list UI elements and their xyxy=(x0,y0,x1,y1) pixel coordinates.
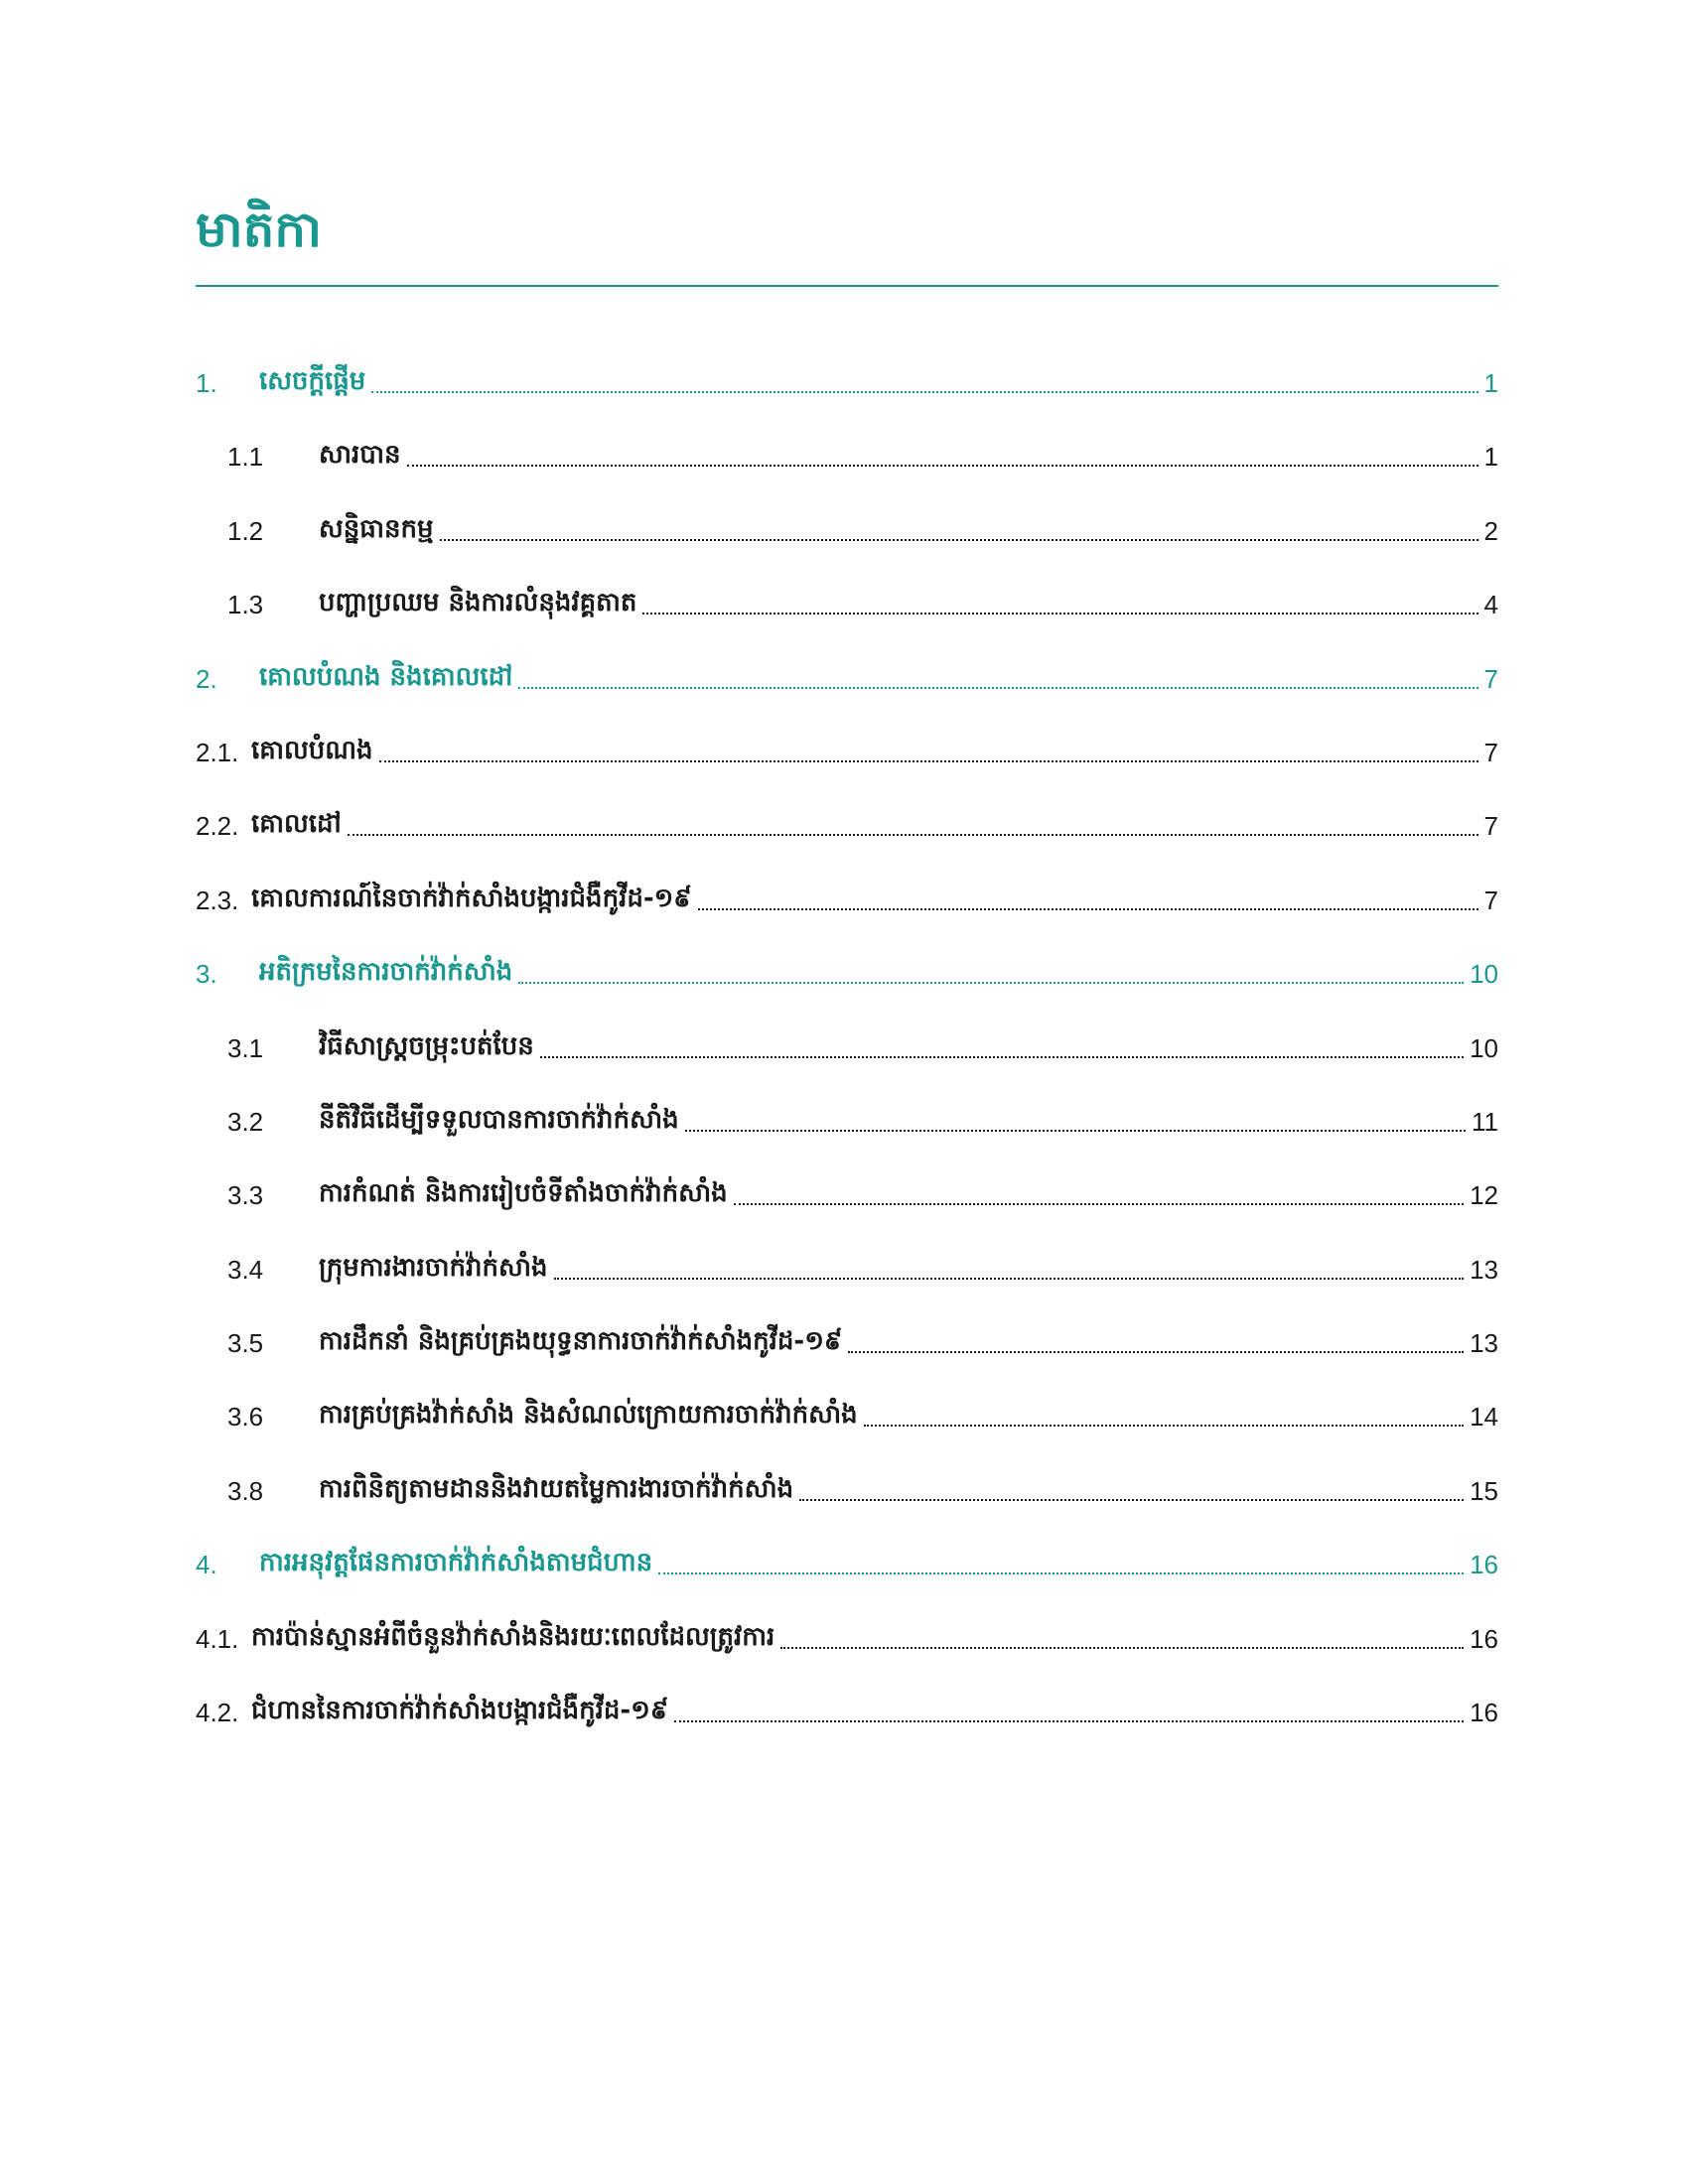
toc-entry-title[interactable]: ការគ្រប់គ្រងវ៉ាក់សាំង និងសំណល់ក្រោយការចាក់វ៉ាក់សាំង xyxy=(319,1400,858,1431)
toc-entry-number: 3.6 xyxy=(227,1402,264,1433)
toc-entry[interactable] xyxy=(196,659,1498,733)
toc-entry-page-number[interactable]: 16 xyxy=(1470,1623,1498,1654)
toc-entry-page-number[interactable]: 10 xyxy=(1470,1032,1498,1063)
toc-entry-number: 2. xyxy=(196,663,217,694)
toc-dot-leader xyxy=(780,1619,1464,1649)
toc-entry[interactable] xyxy=(196,733,1498,806)
toc-entry-page-number[interactable]: 7 xyxy=(1483,811,1498,842)
toc-entry-number: 4.2. xyxy=(196,1698,239,1728)
toc-dot-leader xyxy=(642,585,1477,614)
toc-entry-number: 3.4 xyxy=(227,1254,264,1285)
toc-entry-title[interactable]: ការពិនិត្យតាមដាននិងវាយតម្លៃការងារចាក់វ៉ាក់សាំង xyxy=(319,1473,794,1504)
toc-entry-title[interactable]: គោលបំណង និងគោលដៅ xyxy=(259,661,513,692)
toc-entry-page-number[interactable]: 7 xyxy=(1483,737,1498,767)
toc-entry[interactable] xyxy=(196,954,1498,1027)
toc-entry-number: 1. xyxy=(196,368,217,398)
toc-entry-title[interactable]: អតិក្រមនៃការចាក់វ៉ាក់សាំង xyxy=(259,957,513,988)
toc-entry-page-number[interactable]: 7 xyxy=(1483,885,1498,915)
toc-entry-page-number[interactable]: 13 xyxy=(1470,1328,1498,1359)
toc-dot-leader xyxy=(674,1693,1464,1722)
toc-dot-leader xyxy=(685,1102,1466,1132)
toc-entry-page-number[interactable]: 10 xyxy=(1470,959,1498,990)
toc-entry-page-number[interactable]: 15 xyxy=(1470,1475,1498,1506)
toc-entry-title[interactable]: ក្រុមការងារចាក់វ៉ាក់សាំង xyxy=(319,1252,548,1283)
toc-dot-leader xyxy=(554,1250,1465,1280)
toc-entry-title[interactable]: ការប៉ាន់ស្មានអំពីចំនួនវ៉ាក់សាំងនិងរយៈពេលដែលត្រូវការ xyxy=(251,1621,775,1652)
title-divider xyxy=(196,285,1498,287)
toc-dot-leader xyxy=(518,954,1464,984)
toc-entry-title[interactable]: គោលដៅ xyxy=(251,809,342,840)
toc-entry-page-number[interactable]: 1 xyxy=(1483,442,1498,473)
toc-entry-title[interactable]: ការអនុវត្តផែនការចាក់វ៉ាក់សាំងតាមជំហាន xyxy=(259,1548,653,1578)
toc-entry-number: 1.3 xyxy=(227,590,264,620)
toc-entry[interactable] xyxy=(196,806,1498,880)
toc-entry-title[interactable]: គោលការណ៍នៃចាក់វ៉ាក់សាំងបង្ការជំងឺកូវីដ-១៩ xyxy=(251,883,692,913)
toc-entry[interactable] xyxy=(196,1619,1498,1693)
toc-entry-page-number[interactable]: 1 xyxy=(1483,368,1498,398)
toc-entry-title[interactable]: សេចក្តីផ្តើម xyxy=(259,366,366,396)
toc-dot-leader xyxy=(518,659,1477,689)
toc-entry[interactable] xyxy=(196,1545,1498,1618)
toc-entry-title[interactable]: ការដឹកនាំ និងគ្រប់គ្រងយុទ្ធនាការចាក់វ៉ាក់សាំងកូវីដ-១៩ xyxy=(319,1326,843,1357)
toc-entry-page-number[interactable]: 12 xyxy=(1470,1180,1498,1211)
toc-entry-page-number[interactable]: 13 xyxy=(1470,1254,1498,1285)
toc-entry[interactable] xyxy=(196,1323,1498,1397)
toc-entry-number: 2.2. xyxy=(196,811,239,842)
toc-entry[interactable] xyxy=(196,511,1498,585)
toc-entry-number: 4.1. xyxy=(196,1623,239,1654)
toc-dot-leader xyxy=(864,1397,1464,1427)
toc-dot-leader xyxy=(698,881,1478,910)
toc-entry[interactable] xyxy=(196,1471,1498,1545)
toc-entry-page-number[interactable]: 7 xyxy=(1483,663,1498,694)
toc-entry[interactable] xyxy=(196,1175,1498,1249)
toc-entry-number: 3.8 xyxy=(227,1475,264,1506)
toc-entry-number: 4. xyxy=(196,1550,217,1580)
toc-entry-page-number[interactable]: 14 xyxy=(1470,1402,1498,1433)
toc-entry-page-number[interactable]: 11 xyxy=(1472,1106,1498,1137)
toc-entry[interactable] xyxy=(196,1693,1498,1766)
toc-entry[interactable] xyxy=(196,1397,1498,1470)
toc-entry-page-number[interactable]: 16 xyxy=(1470,1698,1498,1728)
toc-entry-page-number[interactable]: 2 xyxy=(1483,515,1498,546)
toc-entry[interactable] xyxy=(196,437,1498,510)
toc-entry[interactable] xyxy=(196,585,1498,658)
toc-dot-leader xyxy=(371,363,1477,393)
toc-dot-leader xyxy=(407,437,1478,467)
toc-entry-title[interactable]: គោលបំណង xyxy=(251,735,373,765)
toc-dot-leader xyxy=(848,1323,1464,1353)
toc-entry-title[interactable]: សារបាន xyxy=(319,440,401,471)
toc-entry-number: 1.2 xyxy=(227,515,264,546)
toc-dot-leader xyxy=(348,806,1478,836)
toc-entry-number: 3.5 xyxy=(227,1328,264,1359)
toc-entry-number: 2.1. xyxy=(196,737,239,767)
toc-entry-number: 2.3. xyxy=(196,885,239,915)
toc-dot-leader xyxy=(658,1545,1464,1574)
toc-entry-title[interactable]: នីតិវិធីដើម្បីទទួលបានការចាក់វ៉ាក់សាំង xyxy=(319,1104,679,1135)
toc-entry-number: 3.2 xyxy=(227,1106,264,1137)
toc-entry-title[interactable]: ការកំណត់ និងការរៀបចំទីតាំងចាក់វ៉ាក់សាំង xyxy=(319,1178,728,1209)
page-title: មាតិកា xyxy=(196,201,322,258)
toc-entry[interactable] xyxy=(196,1028,1498,1102)
toc-dot-leader xyxy=(379,733,1478,762)
toc-dot-leader xyxy=(799,1471,1464,1501)
toc-entry-number: 1.1 xyxy=(227,442,264,473)
toc-entry-number: 3. xyxy=(196,959,217,990)
toc-entry-number: 3.3 xyxy=(227,1180,264,1211)
toc-entry[interactable] xyxy=(196,1250,1498,1323)
toc-entry-title[interactable]: ជំហាននៃការចាក់វ៉ាក់សាំងបង្ការជំងឺកូវីដ-១៩ xyxy=(251,1696,669,1726)
toc-entry-title[interactable]: បញ្ហាប្រឈម និងការលំនុងវគ្គតាត xyxy=(319,588,637,618)
toc-entry-number: 3.1 xyxy=(227,1032,264,1063)
toc-entry-page-number[interactable]: 16 xyxy=(1470,1550,1498,1580)
toc-entry[interactable] xyxy=(196,1102,1498,1175)
toc-dot-leader xyxy=(540,1028,1464,1058)
toc-dot-leader xyxy=(734,1175,1464,1205)
toc-entry[interactable] xyxy=(196,881,1498,954)
table-of-contents xyxy=(196,363,1498,1766)
toc-entry-title[interactable]: វិធីសាស្ត្រចម្រុះបត់បែន xyxy=(319,1030,534,1061)
toc-entry-title[interactable]: សន្និធានកម្ម xyxy=(319,513,434,544)
toc-dot-leader xyxy=(440,511,1478,541)
toc-entry[interactable] xyxy=(196,363,1498,437)
toc-entry-page-number[interactable]: 4 xyxy=(1483,590,1498,620)
